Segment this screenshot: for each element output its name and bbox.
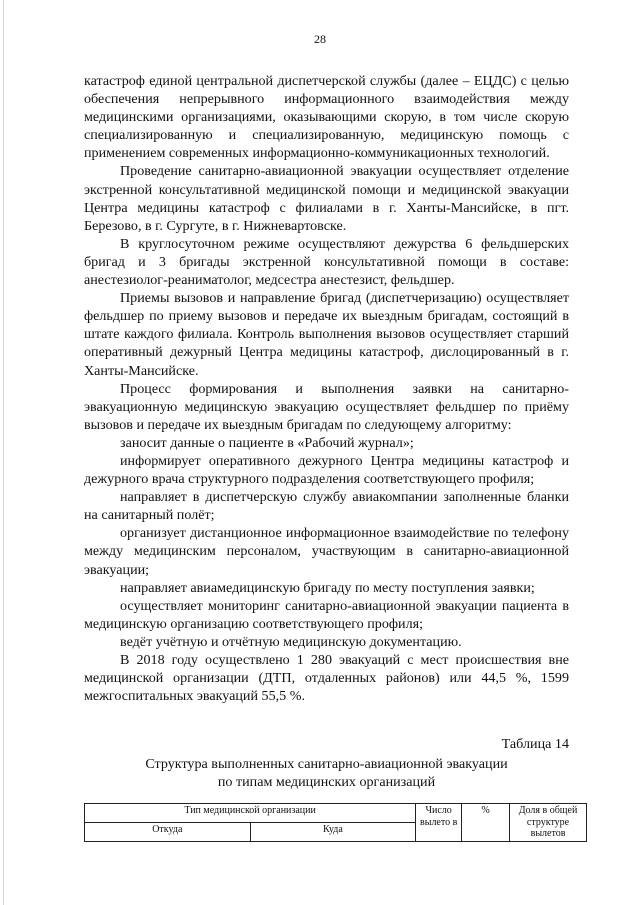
paragraph: В 2018 году осуществлено 1 280 эвакуаций с мест происшествия вне медицинской организации (ДТП, отдаленных районов) или 44,5 %, 1599 межгоспитальных эвакуаций 55,5 %. [84,652,569,705]
table-title [84,755,569,791]
list-item: направляет авиамедицинскую бригаду по месту поступления заявки; [120,579,535,596]
page-number: 28 [314,32,326,46]
list-item: заносит данные о пациенте в «Рабочий журнал»; [120,434,414,451]
list-item: осуществляет мониторинг санитарно-авиационной эвакуации пациента в медицинскую организацию соответствующего профиля; [84,597,569,632]
list-item: ведёт учётную и отчётную медицинскую документацию. [120,633,462,650]
header-from: Откуда [85,822,251,841]
scan-edge-line [3,0,4,905]
paragraph: Процесс формирования и выполнения заявки на санитарно-эвакуационную медицинскую эвакуацию осуществляет фельдшер по приёму вызовов и передаче их выездным бригадам по следующему алгоритму: [84,380,569,433]
table-caption: Таблица 14 [501,736,569,752]
list-item: направляет в диспетчерскую службу авиакомпании заполненные бланки на санитарный полёт; [84,489,569,524]
header-to: Куда [250,822,416,841]
paragraph: Проведение санитарно-авиационной эвакуации осуществляет отделение экстренной консультативной медицинской помощи и медицинской эвакуации Центра медицины катастроф с филиалами в г. Ханты-Мансийске, в пгт. Березово, в г. Сургуте, в г. Нижневартовске. [84,163,569,234]
document-body [84,72,569,705]
paragraph: Приемы вызовов и направление бригад (диспетчеризацию) осуществляет фельдшер по приему вызовов и передаче их выездным бригадам, состоящий в штате каждого филиала. Контроль выполнения вызовов осуществляет старший оперативный дежурный Центра медицины катастроф, дислоцированный в г. Ханты-Мансийске. [84,290,569,379]
list-item: информирует оперативного дежурного Центра медицины катастроф и дежурного врача структурного подразделения соответствующего профиля; [84,452,569,488]
evacuation-structure-table [84,803,587,842]
header-org-type: Тип медицинской организации [85,804,416,823]
paragraph: В круглосуточном режиме осуществляют дежурства 6 фельдшерских бригад и 3 бригады экстренной консультативной помощи в составе: анестезиолог-реаниматолог, медсестра анестезист, фельдшер. [84,235,569,289]
table-header-row [85,804,587,823]
list-item: организует дистанционное информационное взаимодействие по телефону между медицинским персоналом, участвующим в санитарно-авиационной эвакуации; [84,525,569,578]
header-percent: % [462,804,510,842]
header-share: Доля в общей структуре вылетов [510,804,587,842]
header-count: Число вылето в [416,804,462,842]
paragraph: катастроф единой центральной диспетчерской службы (далее – ЕЦДС) с целью обеспечения непрерывного информационного взаимодействия между медицинскими организациями, оказывающими скорую, в том числе скорую специализированную и специализированную, медицинскую помощь с применением современных информационно-коммуникационных технологий. [84,73,569,162]
table-title-line: Структура выполненных санитарно-авиационной эвакуации [145,756,508,772]
table-title-line: по типам медицинских организаций [217,774,436,790]
